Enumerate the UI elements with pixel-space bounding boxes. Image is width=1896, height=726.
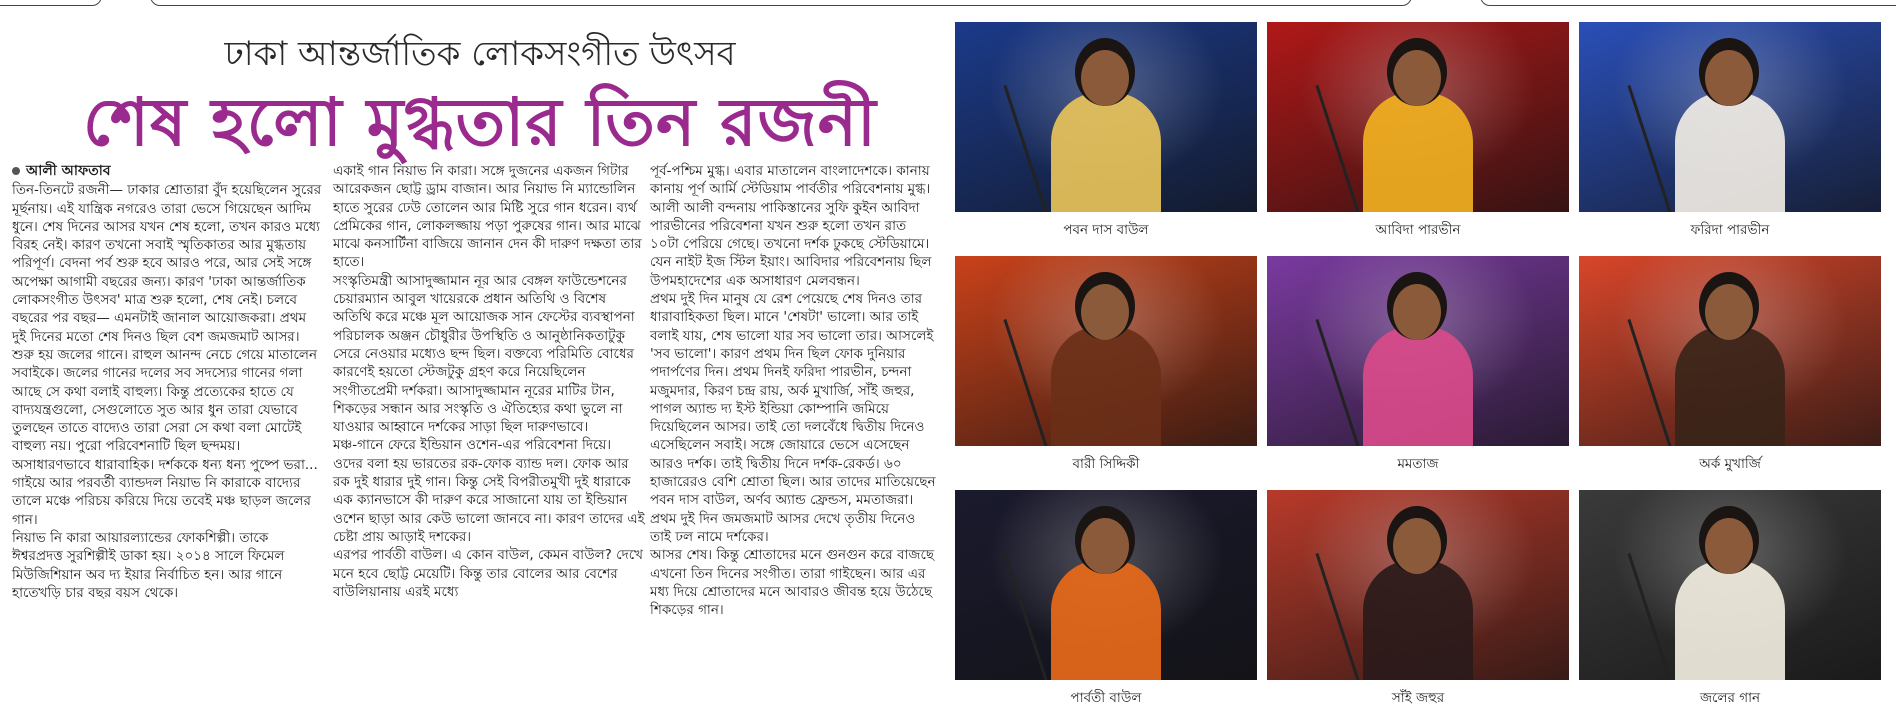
photo-caption: সাঁই জহুর (1391, 690, 1445, 706)
microphone-stand (1627, 85, 1673, 212)
byline-author: আলী আফতাব (26, 163, 111, 179)
article-column-1 (12, 162, 322, 602)
performer-figure (1051, 92, 1161, 212)
paragraph: একাই গান নিয়াভ নি কারা। সঙ্গে দুজনের একজন গিটার আরেকজন ছোট্ট ড্রাম বাজান। আর নিয়াভ নি ম্যান্ডোলিন হাতে সুরের ঢেউ তোলেন আর মিষ্টি সুরে গান ধরেন। ব্যর্থ প্রেমিকের গান, লোকলজ্জায় পড়া পুরুষের গান। আর মাঝে মাঝে কনসার্টিনা বাজিয়ে জানান দেন কী দারুণ দক্ষতা তার হাতে। (333, 163, 642, 271)
paragraph: এরপর পার্বতী বাউল। এ কোন বাউল, কেমন বাউল? দেখে মনে হবে ছোট্ট মেয়েটি। কিন্তু তার বোলের আর বেশের বাউলিয়ানায় এরই মধ্যে (333, 547, 643, 600)
photo-caption: অর্ক মুখার্জি (1699, 456, 1761, 472)
photo-card (1579, 490, 1881, 708)
performer-head (1393, 518, 1441, 574)
bullet-icon (12, 167, 20, 175)
microphone-stand (1315, 553, 1361, 680)
paragraph: পূর্ব-পশ্চিম মুগ্ধ। এবার মাতালেন বাংলাদেশকে। কানায় কানায় পূর্ণ আর্মি স্টেডিয়াম পার্বতীর পরিবেশনায় মুগ্ধ। (650, 163, 931, 198)
microphone-stand (1003, 85, 1049, 212)
byline (12, 162, 322, 180)
paragraph: প্রথম দুই দিন জমজমাট আসর দেখে তৃতীয় দিনেও তাই ঢল নামে দর্শকের। (650, 510, 916, 545)
photo-card (1267, 490, 1569, 708)
performer-photo (1267, 256, 1569, 446)
photo-caption: পার্বতী বাউল (1070, 690, 1142, 706)
performer-photo (1579, 22, 1881, 212)
performer-figure (1363, 92, 1473, 212)
paragraph: মঞ্চ-গানে ফেরে ইন্ডিয়ান ওশেন-এর পরিবেশনা দিয়ে। ওদের বলা হয় ভারতের রক-ফোক ব্যান্ড দল। ফোক আর রক দুই ধারার দুই গান। কিন্তু সেই বিপরীতমুখী দুই ধারাকে এক ক্যানভাসে কী দারুণ করে সাজানো যায় তা ইন্ডিয়ান ওশেন ছাড়া আর কেউ ভালো জানবে না। কারণ তাদের এই চেষ্টা প্রায় আড়াই দশকের। (333, 437, 645, 545)
photo-caption: আবিদা পারভীন (1375, 222, 1461, 238)
photo-caption: পবন দাস বাউল (1063, 222, 1149, 238)
performer-photo (1267, 22, 1569, 212)
performer-figure (1363, 326, 1473, 446)
headline: শেষ হলো মুগ্ধতার তিন রজনী (83, 83, 877, 161)
photo-card (955, 256, 1257, 474)
microphone-stand (1003, 319, 1049, 446)
photo-grid (955, 22, 1885, 712)
paragraph: শুরু হয় জলের গানে। রাহুল আনন্দ নেচে গেয়ে মাতালেন সবাইকে। জলের গানের দলের সব সদস্যের গানের গলা আছে সে কথা বলাই বাহুল্য। কিন্তু প্রত্যেকের হাতে যে বাদ্যযন্ত্রগুলো, সেগুলোতে সুত আর ধুন তারা যেভাবে তুলছেন তাতে বাদ্যেও তারা সেরা সে কথা বলা মোটেই বাহুল্য নয়। পুরো পরিবেশনাটি ছিল ছন্দময়। অসাধারণভাবে ধারাবাহিক। দর্শককে ধন্য ধন্য পুষ্পে ভরা... গাইয়ে আর পরবর্তী ব্যান্ডদল নিয়াভ নি কারাকে বাদ্যের তালে মঞ্চে পরিচয় করিয়ে দিয়ে তবেই মঞ্চ ছাড়ল জলের গান। (12, 346, 318, 528)
microphone-stand (1627, 553, 1673, 680)
top-tab-strip (0, 0, 1896, 10)
microphone-stand (1315, 85, 1361, 212)
performer-figure (1675, 560, 1785, 680)
performer-head (1393, 284, 1441, 340)
performer-photo (1579, 490, 1881, 680)
performer-figure (1363, 560, 1473, 680)
tab-outline-center (150, 0, 1412, 6)
photo-caption: বারী সিদ্দিকী (1072, 456, 1140, 472)
performer-photo (955, 490, 1257, 680)
paragraph: প্রথম দুই দিন মানুষ যে রেশ পেয়েছে শেষ দিনও তার ধারাবাহিকতা ছিল। মানে 'শেষটা' ভালো। আর তাই বলাই যায়, শেষ ভালো যার সব ভালো তার। আসলেই 'সব ভালো'। কারণ প্রথম দিন ছিল ফোক দুনিয়ার পদার্পণের দিন। প্রথম দিনই ফরিদা পারভীন, চন্দনা মজুমদার, কিরণ চন্দ্র রায়, অর্ক মুখার্জি, সাঁই জহুর, পাগল অ্যান্ড দ্য ইস্ট ইন্ডিয়া কোম্পানি জমিয়ে দিয়েছিলেন আসর। তাই তো দলবেঁধে দ্বিতীয় দিনেও এসেছিলেন সবাই। সঙ্গে জোয়ারে ভেসে এসেছেন আরও দর্শক। তাই দ্বিতীয় দিনে দর্শক-রেকর্ড। ৬০ হাজারেরও বেশি শ্রোতা ছিল। আর তাদের মাতিয়েছেন পবন দাস বাউল, অর্ণব অ্যান্ড ফ্রেন্ডস, মমতাজরা। (650, 291, 936, 509)
performer-photo (1267, 490, 1569, 680)
microphone-stand (1627, 319, 1673, 446)
performer-photo (955, 22, 1257, 212)
performer-head (1081, 50, 1129, 106)
photo-caption: ফরিদা পারভীন (1690, 222, 1770, 238)
performer-figure (1051, 560, 1161, 680)
photo-card (1579, 256, 1881, 474)
article-column-3 (650, 162, 938, 619)
performer-head (1081, 284, 1129, 340)
performer-head (1081, 518, 1129, 574)
performer-figure (1675, 326, 1785, 446)
article-column-2 (333, 162, 645, 601)
paragraph: সংস্কৃতিমন্ত্রী আসাদুজ্জামান নূর আর বেঙ্গল ফাউন্ডেশনের চেয়ারম্যান আবুল খায়েরকে প্রধান অতিথি ও বিশেষ অতিথি করে মঞ্চে মূল আয়োজক সান ফেস্টের ব্যবস্থাপনা পরিচালক অঞ্জন চৌধুরীর উপস্থিতি ও আনুষ্ঠানিকতাটুকু সেরে নেওয়ার মধ্যেও ছন্দ ছিল। বক্তব্যে পরিমিতি বোধের কারণেই হয়তো স্টেজটুকু গ্রহণ করে নিয়েছিলেন সংগীতপ্রেমী দর্শকরা। আসাদুজ্জামান নূরের মাটির টান, শিকড়ের সন্ধান আর সংস্কৃতি ও ঐতিহ্যের কথা ভুলে না যাওয়ার আহ্বানে দর্শকের সাড়া ছিল দারুণভাবে। (333, 272, 635, 436)
tab-outline-left (0, 0, 102, 6)
performer-figure (1675, 92, 1785, 212)
kicker: ঢাকা আন্তর্জাতিক লোকসংগীত উৎসব (224, 34, 736, 74)
photo-card (955, 490, 1257, 708)
photo-caption: মমতাজ (1397, 456, 1439, 472)
paragraph: তিন-তিনটে রজনী— ঢাকার শ্রোতারা বুঁদ হয়েছিলেন সুরের মূর্ছনায়। এই যান্ত্রিক নগরেও তারা ভেসে গিয়েছেন আদিম ধুনে। শেষ দিনের আসর যখন শেষ হলো, তখন কারও মধ্যে বিরহ নেই। কারণ তখনো সবাই স্মৃতিকাতর আর মুগ্ধতায় পরিপূর্ণ। বেদনা পর্ব শুরু হবে আরও পরে, আর সেই সঙ্গে অপেক্ষা আগামী বছরের জন্য। কারণ 'ঢাকা আন্তর্জাতিক লোকসংগীত উৎসব' মাত্র শুরু হলো, শেষ নেই। চলবে বছরের পর বছর— এমনটাই জানাল আয়োজকরা। প্রথম দুই দিনের মতো শেষ দিনও ছিল বেশ জমজমাট আসর। (12, 182, 322, 345)
paragraph: আলী আলী বন্দনায় পাকিস্তানের সুফি কুইন আবিদা পারভীনের পরিবেশনা যখন শুরু হলো তখন রাত ১০টা পেরিয়ে গেছে। তখনো দর্শক ঢুকছে স্টেডিয়ামে। যেন নাইট ইজ স্টিল ইয়াং। আবিদার পরিবেশনায় ছিল উপমহাদেশের এক অসাধারণ মেলবন্ধন। (650, 199, 932, 289)
performer-head (1705, 50, 1753, 106)
performer-head (1393, 50, 1441, 106)
paragraph: নিয়াভ নি কারা আয়ারল্যান্ডের ফোকশিল্পী। তাকে ঈশ্বরপ্রদত্ত সুরশিল্পীই ডাকা হয়। ২০১৪ সালে ফিমেল মিউজিশিয়ান অব দ্য ইয়ার নির্বাচিত হন। আর গানে হাতেখড়ি চার বছর বয়স থেকে। (12, 529, 285, 601)
performer-photo (1579, 256, 1881, 446)
photo-card (955, 22, 1257, 240)
performer-head (1705, 284, 1753, 340)
photo-card (1579, 22, 1881, 240)
performer-photo (955, 256, 1257, 446)
photo-card (1267, 256, 1569, 474)
tab-outline-right (1480, 0, 1896, 6)
microphone-stand (1003, 553, 1049, 680)
microphone-stand (1315, 319, 1361, 446)
photo-caption: জলের গান (1699, 690, 1761, 706)
photo-card (1267, 22, 1569, 240)
performer-head (1705, 518, 1753, 574)
paragraph: আসর শেষ। কিন্তু শ্রোতাদের মনে গুনগুন করে বাজছে এখনো তিন দিনের সংগীত। তারা গাইছেন। আর এর মধ্য দিয়ে শ্রোতাদের মনে আবারও জীবন্ত হয়ে উঠেছে শিকড়ের গান। (650, 547, 935, 619)
performer-figure (1051, 326, 1161, 446)
